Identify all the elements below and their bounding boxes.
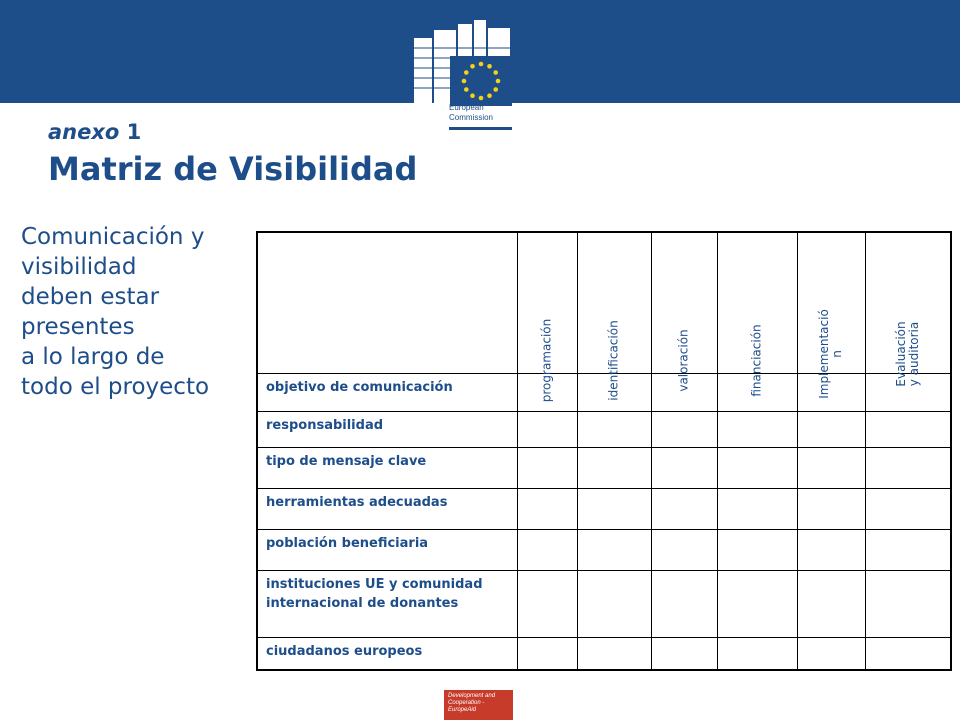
side-note-line: presentes (21, 314, 135, 340)
eu-star-icon (487, 93, 492, 98)
matrix-cell[interactable] (865, 412, 951, 448)
eu-star-icon (493, 70, 498, 75)
eu-star-icon (464, 70, 469, 75)
matrix-header-row (257, 232, 951, 374)
matrix-cell[interactable] (651, 489, 717, 530)
side-note-line: visibilidad (21, 254, 137, 280)
matrix-cell[interactable] (717, 571, 797, 638)
phase-header (865, 232, 951, 387)
matrix-cell[interactable] (865, 489, 951, 530)
matrix-cell[interactable] (717, 530, 797, 571)
matrix-cell[interactable] (517, 530, 577, 571)
matrix-cell[interactable] (517, 412, 577, 448)
side-note-line: a lo largo de (21, 344, 165, 370)
matrix-cell[interactable] (797, 448, 865, 489)
matrix-cell[interactable] (651, 448, 717, 489)
matrix-cell[interactable] (651, 530, 717, 571)
matrix-cell[interactable] (865, 530, 951, 571)
phase-header (517, 232, 577, 403)
row-label: objetivo de comunicación (257, 374, 517, 412)
matrix-cell[interactable] (717, 412, 797, 448)
phase-label: valoración (676, 329, 691, 392)
matrix-cell[interactable] (577, 530, 651, 571)
matrix-cell[interactable] (797, 530, 865, 571)
matrix-row (257, 489, 951, 530)
phase-label: n (830, 350, 844, 358)
badge-line: Cooperation - (448, 700, 485, 706)
matrix-row (257, 638, 951, 670)
page-title: Matriz de Visibilidad (48, 150, 418, 188)
matrix-cell[interactable] (517, 571, 577, 638)
eu-star-icon (493, 87, 498, 92)
matrix-row (257, 448, 951, 489)
annex-number: 1 (126, 120, 142, 144)
annex-label (48, 120, 141, 144)
ec-logo-text (449, 103, 493, 123)
eu-star-icon (487, 64, 492, 69)
phase-header (797, 232, 865, 399)
side-note-line: deben estar (21, 284, 160, 310)
matrix-cell[interactable] (797, 571, 865, 638)
row-label: responsabilidad (257, 412, 517, 448)
phase-label: financiación (749, 324, 764, 397)
phase-label: Evaluación (893, 321, 908, 387)
matrix-corner-cell (257, 232, 517, 374)
phase-label: programación (539, 318, 554, 403)
side-note-line: Comunicación y (21, 224, 205, 250)
row-label: ciudadanos europeos (257, 638, 517, 670)
matrix-cell[interactable] (651, 412, 717, 448)
phase-header (651, 232, 717, 392)
matrix-cell[interactable] (651, 638, 717, 670)
matrix-cell[interactable] (717, 489, 797, 530)
logo-underline (449, 127, 512, 130)
matrix-cell[interactable] (577, 489, 651, 530)
matrix-cell[interactable] (865, 638, 951, 670)
badge-line: EuropeAid (448, 707, 477, 713)
row-label: herramientas adecuadas (257, 489, 517, 530)
eu-star-icon (470, 64, 475, 69)
matrix-row (257, 571, 951, 638)
matrix-row (257, 374, 951, 412)
matrix-cell[interactable] (717, 638, 797, 670)
matrix-cell[interactable] (517, 638, 577, 670)
phase-label: Implementació (817, 309, 831, 399)
phase-label: identificación (606, 320, 621, 401)
matrix-cell[interactable] (517, 489, 577, 530)
matrix-row (257, 412, 951, 448)
logo-line-2: Commission (449, 113, 494, 122)
matrix-cell[interactable] (651, 571, 717, 638)
devco-badge (444, 690, 513, 720)
eu-star-icon (479, 62, 484, 67)
eu-star-icon (464, 87, 469, 92)
matrix-cell[interactable] (797, 412, 865, 448)
matrix-cell[interactable] (865, 571, 951, 638)
matrix-cell[interactable] (797, 489, 865, 530)
matrix-cell[interactable] (517, 448, 577, 489)
matrix-cell[interactable] (717, 448, 797, 489)
matrix-cell[interactable] (577, 638, 651, 670)
eu-star-icon (462, 79, 467, 84)
matrix-row (257, 530, 951, 571)
phase-label: y auditoria (906, 321, 921, 387)
matrix-cell[interactable] (865, 448, 951, 489)
phase-header (577, 232, 651, 401)
badge-line: Development and (448, 693, 496, 699)
row-label: instituciones UE y comunidad internacional de donantes (257, 571, 517, 638)
matrix-cell[interactable] (577, 412, 651, 448)
eu-star-icon (496, 79, 501, 84)
matrix-cell[interactable] (577, 571, 651, 638)
row-label: tipo de mensaje clave (257, 448, 517, 489)
eu-star-icon (479, 96, 484, 101)
eu-star-icon (470, 93, 475, 98)
side-note-line: todo el proyecto (21, 374, 210, 400)
phase-header (717, 232, 797, 397)
visibility-matrix (256, 231, 952, 671)
matrix-cell[interactable] (577, 448, 651, 489)
annex-prefix: anexo (48, 120, 120, 144)
side-note (21, 222, 256, 402)
matrix-cell[interactable] (797, 638, 865, 670)
logo-line-1: European (449, 103, 484, 112)
row-label: población beneficiaria (257, 530, 517, 571)
